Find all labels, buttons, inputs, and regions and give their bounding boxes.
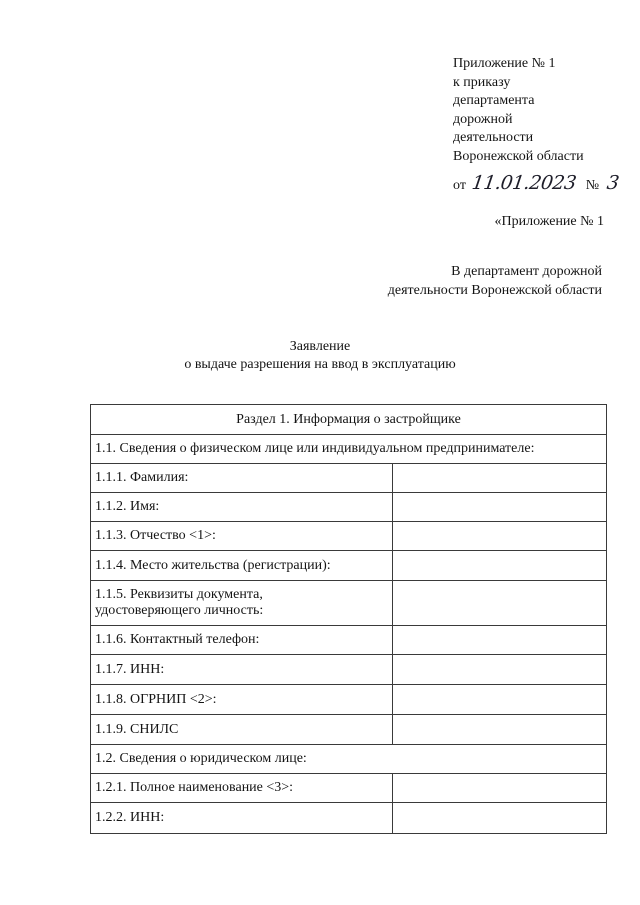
field-label-legal-inn: 1.2.2. ИНН: <box>91 803 393 834</box>
field-value-snils[interactable] <box>393 715 607 745</box>
table-section-row <box>91 405 607 435</box>
field-label-patronymic: 1.1.3. Отчество <1>: <box>91 522 393 551</box>
field-value-phone[interactable] <box>393 626 607 655</box>
field-label-snils: 1.1.9. СНИЛС <box>91 715 393 745</box>
field-value-id-document[interactable] <box>393 581 607 626</box>
field-label-ogrnip: 1.1.8. ОГРНИП <2>: <box>91 685 393 715</box>
field-value-residence[interactable] <box>393 551 607 581</box>
label-line: 1.1.5. Реквизиты документа, <box>95 587 263 602</box>
field-value-surname[interactable] <box>393 464 607 493</box>
legal-entity-heading: 1.2. Сведения о юридическом лице: <box>91 745 607 774</box>
section-heading: Раздел 1. Информация о застройщике <box>91 405 607 435</box>
table-row <box>91 493 607 522</box>
field-value-full-name[interactable] <box>393 774 607 803</box>
appendix-line: к приказу <box>453 74 511 90</box>
field-label-surname: 1.1.1. Фамилия: <box>91 464 393 493</box>
addressee-block <box>388 262 602 300</box>
field-value-patronymic[interactable] <box>393 522 607 551</box>
field-label-name: 1.1.2. Имя: <box>91 493 393 522</box>
addressee-line: В департамент дорожной <box>451 264 602 279</box>
table-row <box>91 803 607 834</box>
individual-heading: 1.1. Сведения о физическом лице или индивидуальном предпринимателе: <box>91 435 607 464</box>
document-title <box>0 338 640 374</box>
table-row <box>91 626 607 655</box>
field-label-phone: 1.1.6. Контактный телефон: <box>91 626 393 655</box>
appendix-header <box>453 55 584 167</box>
table-row <box>91 685 607 715</box>
appendix-line: дорожной <box>453 111 513 127</box>
table-row <box>91 581 607 626</box>
table-row <box>91 715 607 745</box>
appendix-line: Приложение № 1 <box>453 56 556 71</box>
table-row <box>91 551 607 581</box>
table-row <box>91 464 607 493</box>
handwritten-order-date: 11.01.2023 <box>470 172 578 194</box>
table-subheading-row <box>91 745 607 774</box>
order-reference <box>453 172 619 194</box>
subtitle-line: о выдаче разрешения на ввод в эксплуатацию <box>184 357 456 372</box>
field-label-inn: 1.1.7. ИНН: <box>91 655 393 685</box>
annex-quote: «Приложение № 1 <box>494 214 604 229</box>
order-number-label: № <box>585 178 600 193</box>
addressee-line: деятельности Воронежской области <box>387 283 602 298</box>
label-line: удостоверяющего личность: <box>95 603 264 618</box>
table-row <box>91 774 607 803</box>
handwritten-order-number: 3 <box>605 172 621 194</box>
table-subheading-row <box>91 435 607 464</box>
table-row <box>91 522 607 551</box>
field-value-name[interactable] <box>393 493 607 522</box>
field-label-id-document <box>91 581 393 626</box>
applicant-info-table <box>90 404 607 834</box>
field-label-residence: 1.1.4. Место жительства (регистрации): <box>91 551 393 581</box>
field-value-inn[interactable] <box>393 655 607 685</box>
appendix-line: деятельности <box>453 130 534 146</box>
appendix-line: Воронежской области <box>453 148 584 164</box>
title-line: Заявление <box>289 339 351 354</box>
field-value-legal-inn[interactable] <box>393 803 607 834</box>
order-prefix: от <box>453 178 466 193</box>
appendix-line: департамента <box>453 93 535 109</box>
field-label-full-name: 1.2.1. Полное наименование <3>: <box>91 774 393 803</box>
field-value-ogrnip[interactable] <box>393 685 607 715</box>
table-row <box>91 655 607 685</box>
